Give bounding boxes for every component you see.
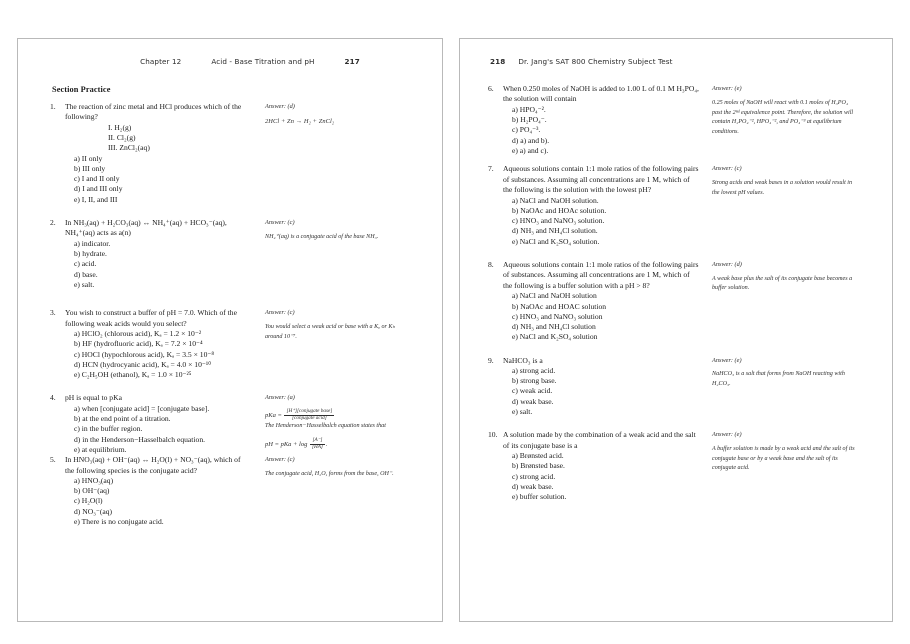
answer-label: Answer: (a) (265, 394, 295, 402)
question-block (476, 84, 876, 156)
answer-explanation: The conjugate acid, H₂O, forms from the base, OH⁻. (265, 470, 394, 477)
answer-explanation: You would select a weak acid or base with a Kₐ or Kₕ around 10⁻⁷. (265, 323, 395, 340)
answer-options (488, 451, 700, 502)
option-a: a) strong acid. (512, 365, 556, 375)
option-e: e) salt. (512, 406, 533, 416)
question-number: 10. (488, 430, 498, 440)
question-block (34, 393, 426, 455)
question-column (34, 393, 249, 455)
pka-equation-lhs: pKa = (265, 412, 282, 420)
answer-options (50, 329, 249, 380)
answer-options (488, 291, 700, 342)
option-d: d) a) and b). (512, 135, 550, 145)
answer-label: Answer: (e) (712, 356, 742, 364)
question-column (476, 260, 700, 343)
hh-fraction (310, 438, 325, 451)
question-number: 8. (488, 259, 494, 269)
question-column (34, 308, 249, 380)
answer-label: Answer: (d) (265, 103, 295, 110)
option-c: c) in the buffer region. (74, 424, 143, 434)
option-b: b) OH⁻(aq) (74, 486, 110, 496)
option-c: c) I and II only (74, 174, 120, 184)
option-a: a) II only (74, 153, 103, 163)
option-c: c) PO₄⁻³. (512, 125, 541, 135)
option-d: d) base. (74, 269, 98, 279)
option-e: e) C₂H₅OH (ethanol), Kₐ = 1.0 × 10⁻²⁵ (74, 370, 192, 380)
running-head-title: Acid - Base Titration and pH (211, 57, 315, 66)
answer-explanation: The Henderson−Hasselbalch equation states that (265, 423, 386, 429)
option-b: b) H₂PO₄⁻. (512, 115, 547, 125)
option-a: a) HClO₂ (chlorous acid), Kₐ = 1.2 × 10⁻² (74, 329, 202, 339)
option-d: d) NH₃ and NH₄Cl solution. (512, 226, 598, 236)
option-a: a) HNO₃(aq) (74, 475, 114, 485)
answer-label: Answer: (c) (265, 309, 295, 317)
question-block (34, 218, 426, 290)
page-folio: 217 (344, 57, 360, 66)
option-c: c) HNO₃ and NaNO₃ solution (512, 311, 603, 321)
option-a: a) NaCl and NaOH solution (512, 291, 597, 301)
option-c: c) strong acid. (512, 471, 556, 481)
question-block (34, 308, 426, 380)
option-c: c) weak acid. (512, 386, 553, 396)
option-d: d) HCN (hydrocyanic acid), Kₐ = 4.0 × 10⁻¹⁰ (74, 359, 212, 369)
answer-options (488, 196, 700, 247)
question-column (476, 84, 700, 156)
option-e: e) NaCl and K₂SO₄ solution. (512, 236, 600, 246)
hh-numerator: [A⁻] (310, 438, 325, 445)
answer-options (50, 404, 249, 455)
question-number: 3. (50, 308, 56, 318)
answer-options (50, 239, 249, 290)
answer-explanation: Strong acids and weak bases in a solution would result in the lowest pH values. (712, 179, 853, 196)
question-block (476, 356, 876, 418)
question-stem: pH is equal to pKa (65, 393, 122, 403)
question-number: 7. (488, 164, 494, 174)
question-stem: You wish to construct a buffer of pH = 7.0. Which of the following weak acids would you select? (65, 308, 237, 328)
pka-fraction (284, 409, 334, 422)
option-b: b) III only (74, 163, 106, 173)
answer-label: Answer: (e) (712, 85, 742, 92)
hh-denominator: [HA] (311, 443, 323, 450)
answer-column (700, 260, 855, 294)
question-number: 6. (488, 84, 494, 93)
question-block (476, 430, 876, 502)
answer-explanation: 2HCl + Zn → H₂ + ZnCl₂ (265, 117, 335, 125)
pka-numerator: [H⁺][conjugate base] (286, 408, 333, 415)
question-column (34, 455, 249, 527)
question-number: 9. (488, 355, 494, 365)
question-block (34, 455, 426, 527)
option-d: d) weak base. (512, 481, 554, 491)
question-stem: When 0.250 moles of NaOH is added to 1.00 L of 0.1 M H₃PO₄, the solution will contain (503, 84, 699, 104)
roman-options (50, 123, 249, 154)
question-block (476, 164, 876, 247)
question-number: 5. (50, 455, 56, 465)
answer-options (488, 105, 700, 156)
answer-options (488, 366, 700, 417)
option-a: a) Brønsted acid. (512, 451, 564, 461)
option-b: b) HF (hydrofluoric acid), Kₐ = 7.2 × 10⁻⁴ (74, 339, 203, 349)
answer-options (50, 154, 249, 205)
question-column (476, 356, 700, 418)
answer-column (249, 393, 399, 450)
hh-equation-lhs: pH = pKa + log (265, 440, 308, 448)
question-stem: Aqueous solutions contain 1:1 mole ratios of the following pairs of substances. Assuming all concentrations are 1 M, which of the following is the solution with the lowest pH? (503, 164, 699, 195)
question-column (476, 430, 700, 502)
question-column (34, 102, 249, 205)
option-c: c) acid. (74, 259, 97, 269)
question-column (34, 218, 249, 290)
option-d: d) NH₃ and NH₄Cl solution (512, 322, 596, 331)
question-stem: In NH₃(aq) + H₂CO₃(aq) ↔ NH₄⁺(aq) + HCO₃⁻(aq), NH₄⁺(aq) acts as a(n) (65, 217, 227, 238)
option-c: c) H₂O(l) (74, 496, 103, 506)
running-head-chapter: Chapter 12 (140, 57, 182, 66)
option-e: e) NaCl and K₂SO₄ solution (512, 332, 598, 342)
running-head-title: Dr. Jang's SAT 800 Chemistry Subject Test (518, 57, 673, 66)
option-e: e) a) and c). (512, 145, 549, 155)
question-number: 4. (50, 393, 56, 403)
option-e: e) salt. (74, 279, 95, 289)
left-running-head (34, 57, 426, 71)
question-number: 1. (50, 102, 56, 111)
option-a: a) when [conjugate acid] = [conjugate base]. (74, 403, 210, 413)
answer-explanation: A buffer solution is made by a weak acid and the salt of its conjugate base or by a weak base and the salt of its conjugate acid. (712, 445, 855, 472)
option-d: d) in the Henderson−Hasselbalch equation. (74, 434, 206, 444)
option-c: c) HOCl (hypochlorous acid), Kₐ = 3.5 × 10⁻⁸ (74, 349, 215, 359)
pka-denominator: [conjugate acid] (292, 415, 327, 422)
option-b: b) NaOAc and HOAC solution (512, 301, 607, 311)
question-stem: A solution made by the combination of a weak acid and the salt of its conjugate base is a (503, 430, 696, 450)
option-a: a) NaCl and NaOH solution. (512, 195, 599, 205)
option-b: b) strong base. (512, 376, 557, 386)
question-column (476, 164, 700, 247)
right-running-head (476, 57, 876, 71)
question-stem: NaHCO₃ is a (503, 355, 543, 365)
question-block (34, 102, 426, 205)
henderson-hasselbalch-equation (265, 438, 399, 451)
answer-explanation: 0.25 moles of NaOH will react with 0.1 moles of H₃PO₄ past the 2ⁿᵈ equivalence point. Therefore, the solution will contain H₂PO₄⁻², HPO₄⁻², and PO₄⁻³ at equilibrium conditions. (712, 99, 854, 135)
question-stem: The reaction of zinc metal and HCl produces which of the following? (65, 102, 242, 122)
right-page (459, 38, 893, 622)
option-d: d) weak base. (512, 396, 554, 406)
answer-column (700, 430, 855, 474)
option-d: d) I and III only (74, 184, 123, 194)
question-stem: In HNO₃(aq) + OH⁻(aq) ↔ H₂O(l) + NO₃⁻(aq), which of the following species is the conjugate acid? (65, 455, 241, 475)
option-c: c) HNO₃ and NaNO₃ solution. (512, 216, 605, 226)
answer-options (50, 476, 249, 527)
question-block (476, 260, 876, 343)
option-a: a) HPO₄⁻². (512, 104, 546, 114)
answer-explanation: A weak base plus the salt of its conjugate base becomes a buffer solution. (712, 275, 853, 292)
option-e: e) I, II, and III (74, 194, 118, 204)
option-e: e) at equilibrium. (74, 444, 127, 454)
answer-column (249, 102, 399, 127)
answer-explanation: NaHCO₃ is a salt that forms from NaOH reacting with H₂CO₃. (712, 371, 845, 387)
answer-column (700, 84, 855, 138)
answer-label: Answer: (e) (712, 431, 742, 439)
roman-option: II. Cl₂(g) (108, 133, 136, 143)
left-page (17, 38, 443, 622)
option-e: e) There is no conjugate acid. (74, 516, 164, 526)
answer-column (700, 356, 855, 390)
pka-equation (265, 409, 399, 422)
roman-option: III. ZnCl₂(aq) (108, 143, 150, 153)
question-number: 2. (50, 217, 56, 227)
answer-column (700, 164, 855, 198)
answer-column (249, 455, 399, 480)
option-b: b) Brønsted base. (512, 461, 565, 471)
answer-label: Answer: (c) (265, 456, 295, 464)
option-b: b) NaOAc and HOAc solution. (512, 205, 607, 215)
answer-label: Answer: (c) (712, 165, 742, 173)
option-d: d) NO₃⁻(aq) (74, 506, 113, 516)
question-stem: Aqueous solutions contain 1:1 mole ratios of the following pairs of substances. Assuming all concentrations are 1 M, which of the following is a buffer solution with a pH > 8? (503, 259, 699, 290)
option-b: b) at the end point of a titration. (74, 414, 171, 424)
section-heading: Section Practice (52, 85, 111, 94)
roman-option: I. H₂(g) (108, 122, 132, 132)
answer-column (249, 218, 399, 243)
page-folio: 218 (490, 57, 506, 66)
answer-label: Answer: (c) (265, 218, 295, 226)
option-a: a) indicator. (74, 238, 111, 248)
hh-equation-tail: . (325, 440, 328, 448)
answer-explanation: NH₄⁺(aq) is a conjugate acid of the base NH₃. (265, 233, 379, 240)
answer-column (249, 308, 399, 342)
option-b: b) hydrate. (74, 249, 107, 259)
option-e: e) buffer solution. (512, 492, 567, 502)
answer-label: Answer: (d) (712, 260, 742, 268)
